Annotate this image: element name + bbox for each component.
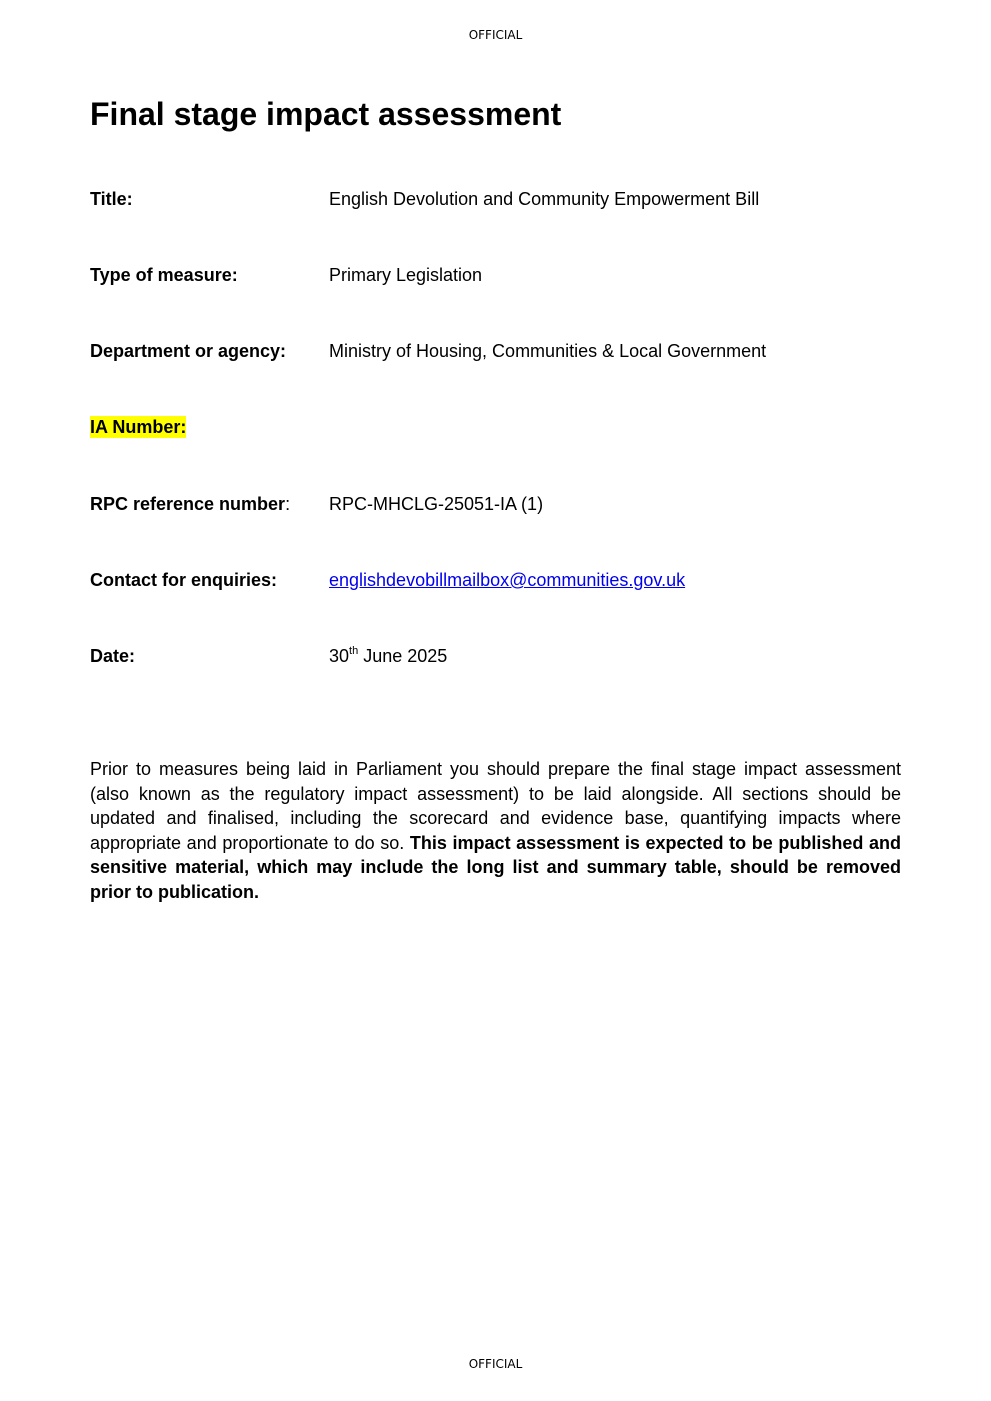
date-rest: June 2025 bbox=[358, 646, 448, 666]
field-title-value: English Devolution and Community Empowerment Bill bbox=[329, 189, 760, 209]
date-day: 30 bbox=[329, 646, 350, 666]
field-date-label: Date: bbox=[90, 646, 136, 666]
date-ordinal: th bbox=[349, 645, 359, 657]
intro-bold-text: This impact assessment is expected to be published and sensitive material, which may include the long list and summary table, should be removed prior to publication. bbox=[90, 832, 901, 902]
field-ia-number-label: IA Number: bbox=[90, 417, 187, 437]
footer-classification: OFFICIAL bbox=[468, 1357, 523, 1371]
field-date-value bbox=[329, 645, 447, 667]
rpc-label-text: RPC reference number bbox=[90, 494, 286, 514]
field-type-of-measure-label: Type of measure: bbox=[90, 265, 238, 285]
field-type-of-measure-value: Primary Legislation bbox=[329, 265, 483, 285]
rpc-label-colon: : bbox=[285, 494, 291, 514]
header-classification: OFFICIAL bbox=[468, 28, 523, 42]
intro-paragraph bbox=[90, 757, 901, 905]
field-department-value: Ministry of Housing, Communities & Local Government bbox=[329, 341, 767, 361]
field-rpc-reference-value: RPC-MHCLG-25051-IA (1) bbox=[329, 494, 544, 514]
page-title: Final stage impact assessment bbox=[90, 96, 562, 132]
field-rpc-reference-label bbox=[90, 493, 290, 515]
intro-text: Prior to measures being laid in Parliament you should prepare the final stage impact assessment (also known as the regulatory impact assessment) to be laid alongside. All sections should be updated and finalised, including the scorecard and evidence base, quantifying impacts where appropriate and proportionate to do so. bbox=[90, 759, 901, 853]
contact-email-link[interactable]: englishdevobillmailbox@communities.gov.uk bbox=[329, 570, 686, 590]
field-department-label: Department or agency: bbox=[90, 341, 287, 361]
field-contact-label: Contact for enquiries: bbox=[90, 570, 278, 590]
field-title-label: Title: bbox=[90, 189, 133, 209]
